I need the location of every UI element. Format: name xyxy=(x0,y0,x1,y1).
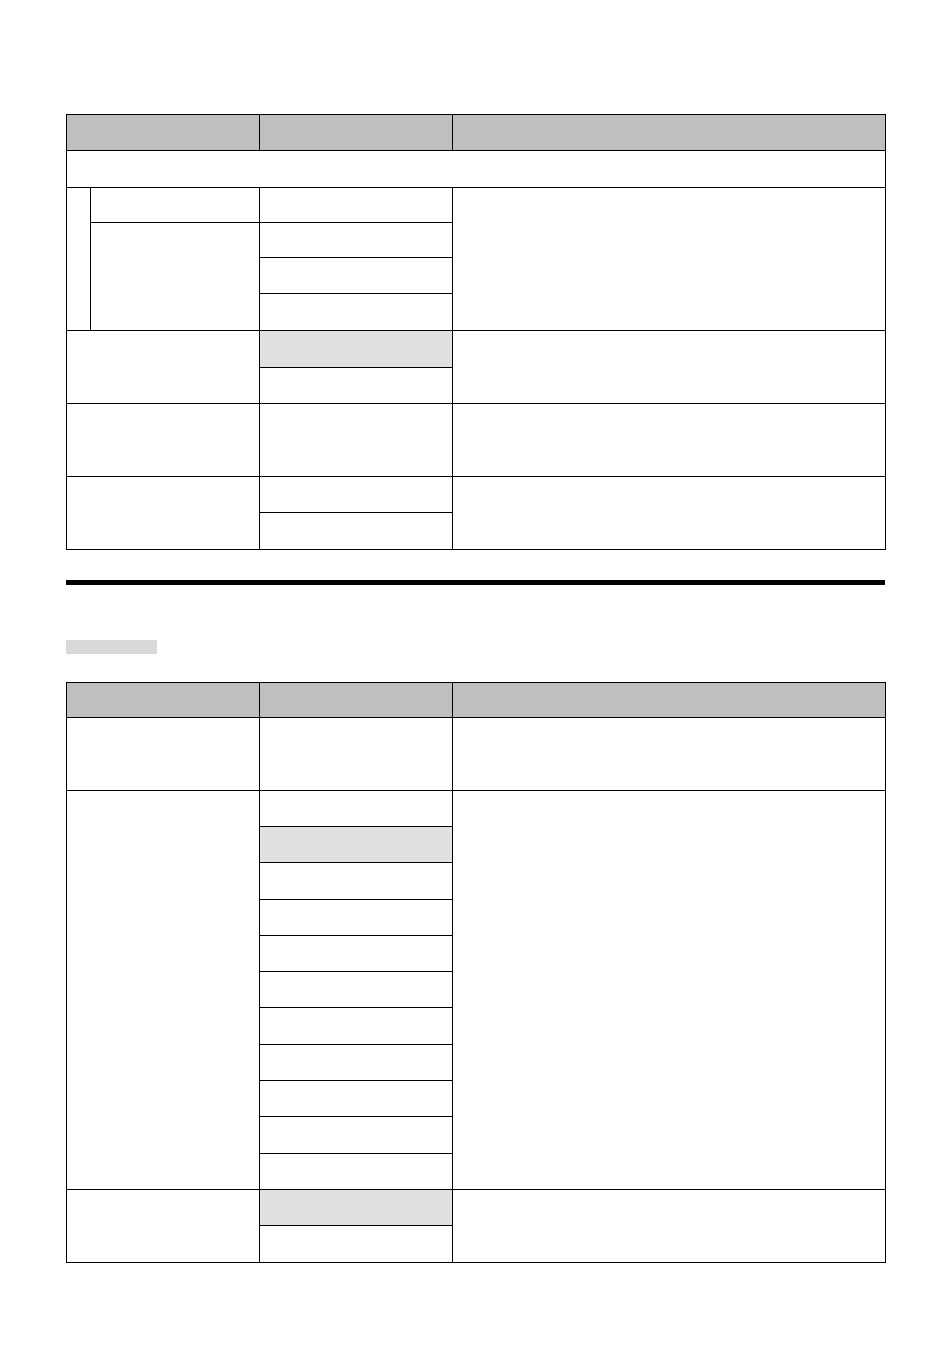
table1-groupA-mid-cell-1 xyxy=(260,188,453,223)
table2-group2-mid-cell-9 xyxy=(260,1081,453,1117)
table1-groupA-row1 xyxy=(67,188,886,223)
table1-groupB-mid-cell-2 xyxy=(260,368,453,404)
table2-row1 xyxy=(67,718,886,791)
table1-header-cell-3 xyxy=(453,115,886,151)
table2-header-cell-1 xyxy=(67,683,260,718)
table1-groupA-mid-cell-3 xyxy=(260,258,453,294)
table2-row1-right-cell xyxy=(453,718,886,791)
table2-group3-left-cell xyxy=(67,1189,260,1262)
table1-groupC-mid-cell xyxy=(260,404,453,477)
table1-header-row xyxy=(67,115,886,151)
table1-groupA-mid-cell-4 xyxy=(260,294,453,331)
table2-header-cell-3 xyxy=(453,683,886,718)
table1-groupD-right-cell xyxy=(453,477,886,550)
table1-groupD-mid-cell-2 xyxy=(260,513,453,550)
table2-row1-mid-cell xyxy=(260,718,453,791)
table2-group2-mid-cell-8 xyxy=(260,1044,453,1080)
table2-header-row xyxy=(67,683,886,718)
table2-group2-mid-cell-7 xyxy=(260,1008,453,1044)
table2-group2-mid-cell-10 xyxy=(260,1117,453,1153)
table2-group2-right-cell xyxy=(453,791,886,1190)
section-divider-rule xyxy=(66,580,885,585)
table2-group3-row1 xyxy=(67,1189,886,1225)
table2-group2-mid-cell-2 xyxy=(260,827,453,863)
table1-groupB-left-cell xyxy=(67,331,260,404)
table1-groupA-left-cell-1 xyxy=(91,188,260,223)
table1-header-cell-1 xyxy=(67,115,260,151)
lower-settings-table xyxy=(66,682,886,1263)
table1-groupC-row xyxy=(67,404,886,477)
indent-strip-cell xyxy=(67,188,91,331)
upper-settings-table xyxy=(66,114,886,550)
table2-group2-left-cell xyxy=(67,791,260,1190)
table2-group3-mid-cell-shaded xyxy=(260,1189,453,1225)
table2-group2-mid-cell-4 xyxy=(260,899,453,935)
table2-row1-left-cell xyxy=(67,718,260,791)
table1-header-cell-2 xyxy=(260,115,453,151)
table1-groupD-row1 xyxy=(67,477,886,513)
table1-groupA-mid-cell-2 xyxy=(260,223,453,258)
table2-group2-mid-cell-5 xyxy=(260,935,453,971)
table2-group3-right-cell xyxy=(453,1189,886,1262)
table1-groupB-right-cell xyxy=(453,331,886,404)
section-badge xyxy=(66,640,157,654)
table1-fullwidth-row xyxy=(67,151,886,188)
table2-group2-mid-cell-1 xyxy=(260,791,453,827)
table2-group2-row1 xyxy=(67,791,886,827)
table1-groupD-mid-cell-1 xyxy=(260,477,453,513)
table1-groupC-left-cell xyxy=(67,404,260,477)
table1-groupC-right-cell xyxy=(453,404,886,477)
table1-groupB-row1 xyxy=(67,331,886,368)
table2-group2-mid-cell-11 xyxy=(260,1153,453,1189)
table2-group3-mid-cell-2 xyxy=(260,1225,453,1262)
table2-group2-mid-cell-3 xyxy=(260,863,453,899)
table1-groupB-mid-cell-shaded xyxy=(260,331,453,368)
table1-groupA-right-cell xyxy=(453,188,886,331)
table1-fullwidth-cell xyxy=(67,151,886,188)
table2-header-cell-2 xyxy=(260,683,453,718)
table1-groupD-left-cell xyxy=(67,477,260,550)
table1-groupA-left-cell-2 xyxy=(91,223,260,331)
table2-group2-mid-cell-6 xyxy=(260,972,453,1008)
